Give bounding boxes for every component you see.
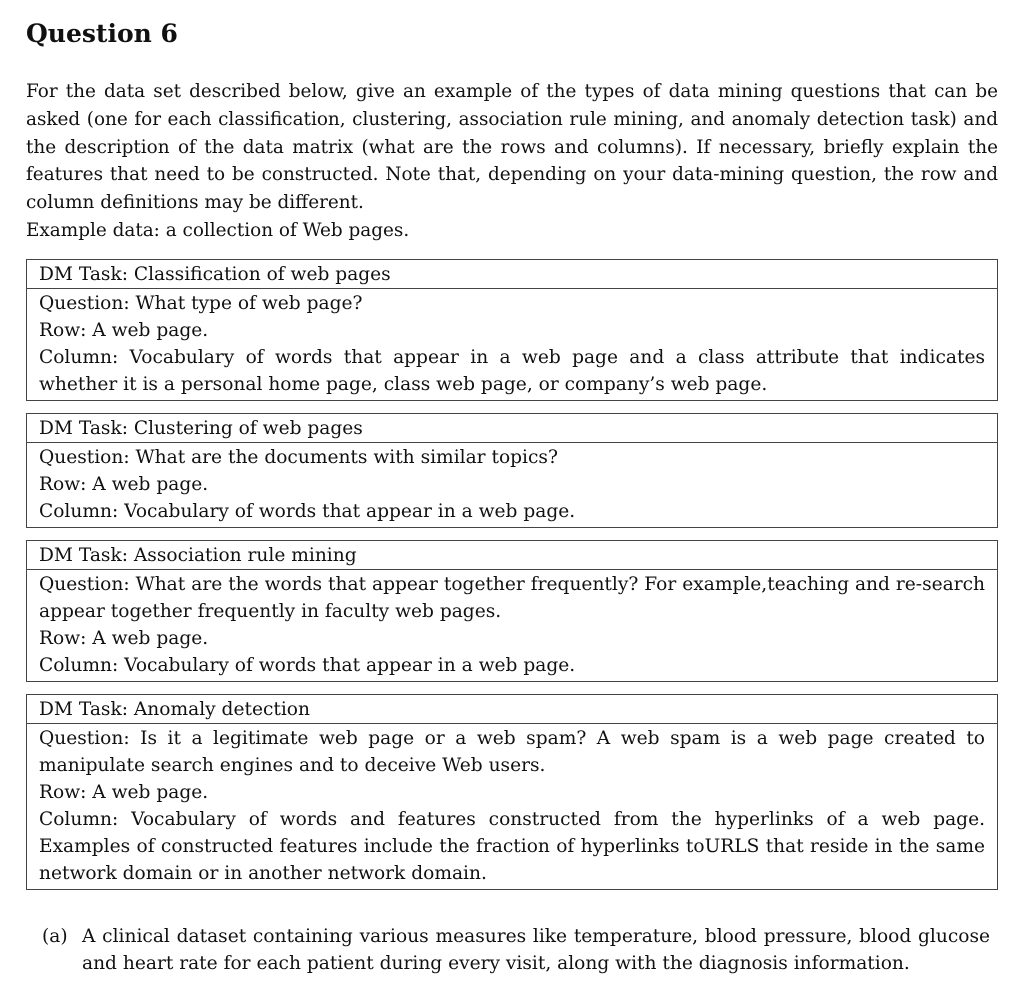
task-body — [27, 443, 997, 527]
task-box-clustering — [26, 413, 998, 528]
task-title: DM Task: Association rule mining — [27, 541, 997, 570]
task-column: Column: Vocabulary of words that appear in a web page and a class attribute that indicates whether it is a personal home page, class web page, or company’s web page. — [39, 346, 985, 395]
task-title: DM Task: Anomaly detection — [27, 695, 997, 724]
task-column: Column: Vocabulary of words that appear in a web page. — [39, 500, 576, 522]
intro-paragraph: For the data set described below, give an example of the types of data mining questions that can be asked (one for each classification, clustering, association rule mining, and anomaly detection task) and the description of the data matrix (what are the rows and columns). If necessary, briefly explain the features that need to be constructed. Note that, depending on your data-mining question, the row and column definitions may be different. — [26, 81, 998, 214]
task-box-classification — [26, 259, 998, 401]
part-a-text: A clinical dataset containing various measures like temperature, blood pressure, blood glucose and heart rate for each patient during every visit, along with the diagnosis information. — [82, 925, 990, 975]
task-box-anomaly — [26, 694, 998, 890]
task-body — [27, 724, 997, 889]
task-row: Row: A web page. — [39, 319, 209, 341]
task-body — [27, 570, 997, 681]
task-question: Question: What are the documents with similar topics? — [39, 446, 558, 468]
part-a-label: (a) — [42, 925, 68, 947]
question-heading: Question 6 — [26, 19, 178, 48]
task-title: DM Task: Classification of web pages — [27, 260, 997, 289]
task-row: Row: A web page. — [39, 473, 209, 495]
task-question: Question: What type of web page? — [39, 292, 363, 314]
task-title: DM Task: Clustering of web pages — [27, 414, 997, 443]
question-intro — [26, 78, 998, 245]
task-column: Column: Vocabulary of words and features constructed from the hyperlinks of a web page. Examples of constructed features include the fraction of hyperlinks toURLS that reside in the same network domain or in another network domain. — [39, 808, 985, 884]
task-column: Column: Vocabulary of words that appear in a web page. — [39, 654, 576, 676]
task-question: Question: What are the words that appear together frequently? For example,teaching and re-search appear together frequently in faculty web pages. — [39, 573, 985, 622]
task-question: Question: Is it a legitimate web page or a web spam? A web spam is a web page created to manipulate search engines and to deceive Web users. — [39, 727, 985, 776]
task-box-association — [26, 540, 998, 682]
example-data-line: Example data: a collection of Web pages. — [26, 219, 410, 241]
task-row: Row: A web page. — [39, 781, 209, 803]
task-body — [27, 289, 997, 400]
part-a-item — [26, 923, 998, 978]
task-row: Row: A web page. — [39, 627, 209, 649]
